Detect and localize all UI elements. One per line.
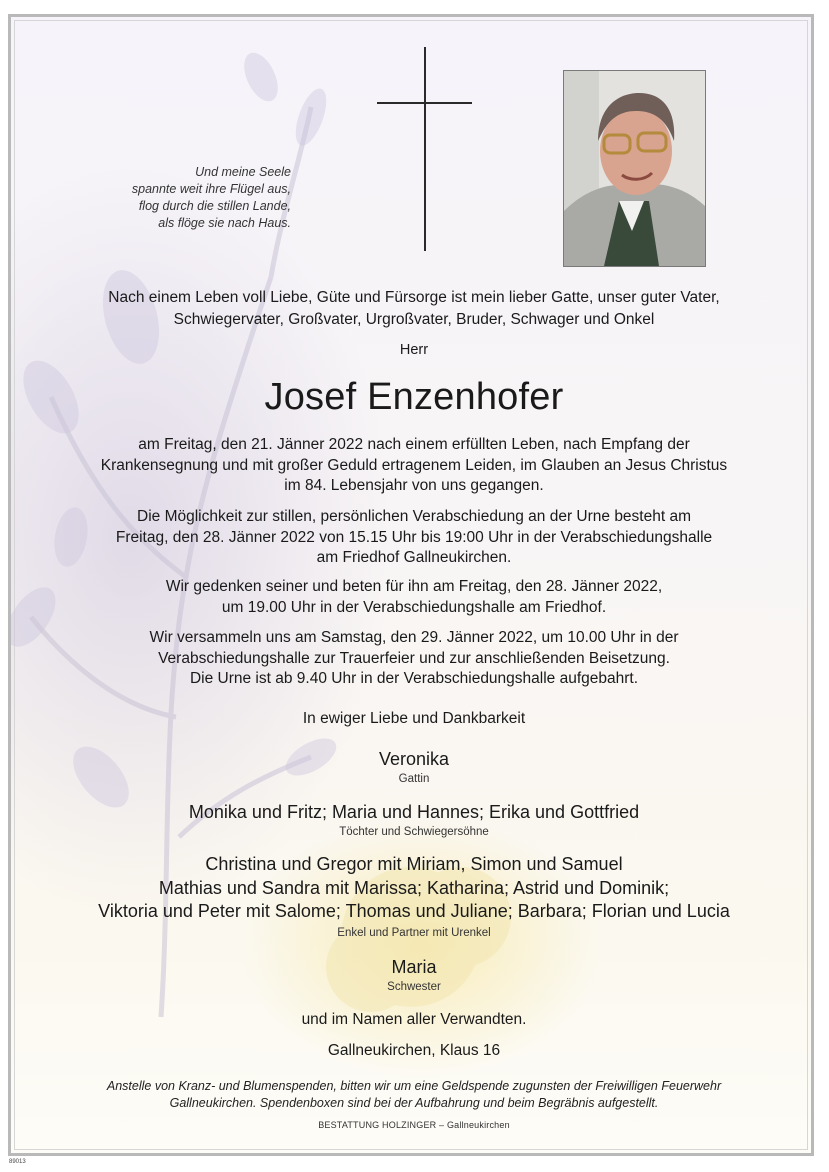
paragraph-line: Wir gedenken seiner und beten für ihn am Freitag, den 28. Jänner 2022, bbox=[165, 578, 663, 595]
parte-card bbox=[8, 14, 814, 1156]
relative-names-line: Christina und Gregor mit Miriam, Simon und Samuel bbox=[205, 854, 623, 874]
poem-line: als flöge sie nach Haus. bbox=[158, 216, 291, 230]
paragraph-line: am Freitag, den 21. Jänner 2022 nach einem erfüllten Leben, nach Empfang der bbox=[138, 436, 690, 453]
intro-line: Schwiegervater, Großvater, Urgroßvater, Bruder, Schwager und Onkel bbox=[173, 311, 655, 328]
paragraph-funeral bbox=[11, 628, 814, 690]
paragraph-line: Verabschiedungshalle zur Trauerfeier und zur anschließenden Beisetzung. bbox=[158, 649, 670, 667]
paragraph-line: um 19.00 Uhr in der Verabschiedungshalle am Friedhof. bbox=[221, 598, 607, 616]
intro-line: Nach einem Leben voll Liebe, Güte und Fürsorge ist mein lieber Gatte, unser guter Vater, bbox=[108, 289, 720, 306]
salutation: Herr bbox=[399, 342, 429, 358]
donation-line: Anstelle von Kranz- und Blumenspenden, bitten wir um eine Geldspende zugunsten der Freiwilligen Feuerwehr bbox=[106, 1079, 722, 1093]
paragraph-line: Wir versammeln uns am Samstag, den 29. Jänner 2022, um 10.00 Uhr in der bbox=[149, 629, 679, 646]
relative-names-line: Mathias und Sandra mit Marissa; Katharina; Astrid und Dominik; bbox=[158, 877, 670, 898]
poem-line: spannte weit ihre Flügel aus, bbox=[131, 182, 291, 196]
relative-role: Schwester bbox=[387, 981, 441, 993]
paragraph-line: Die Möglichkeit zur stillen, persönlichen Verabschiedung an der Urne besteht am bbox=[137, 508, 691, 525]
relative-role: Gattin bbox=[398, 773, 430, 785]
cross-icon bbox=[424, 47, 426, 251]
relative-names: Veronika bbox=[378, 749, 450, 769]
funeral-home: BESTATTUNG HOLZINGER – Gallneukirchen bbox=[318, 1120, 510, 1130]
paragraph-death bbox=[11, 435, 814, 497]
paragraph-line: am Friedhof Gallneukirchen. bbox=[316, 549, 512, 566]
paragraph-line: Freitag, den 28. Jänner 2022 von 15.15 Uhr bis 19:00 Uhr in der Verabschiedungshalle bbox=[115, 528, 713, 546]
relative-role: Enkel und Partner mit Urenkel bbox=[337, 927, 491, 939]
portrait-image bbox=[564, 71, 705, 266]
paragraph-line: Die Urne ist ab 9.40 Uhr in der Verabschiedungshalle aufgebahrt. bbox=[189, 670, 639, 687]
poem-line: flog durch die stillen Lande, bbox=[138, 199, 291, 213]
relative-role: Töchter und Schwiegersöhne bbox=[339, 826, 489, 838]
relative-names: Maria bbox=[391, 957, 437, 977]
intro-text bbox=[11, 287, 814, 331]
poem bbox=[121, 164, 291, 232]
cross-icon-bar bbox=[377, 102, 472, 104]
donation-line: Gallneukirchen. Spendenboxen sind bei der Aufbahrung und beim Begräbnis aufgestellt. bbox=[169, 1096, 659, 1110]
poem-line: Und meine Seele bbox=[195, 165, 291, 179]
relative-names-line: Viktoria und Peter mit Salome; Thomas und Juliane; Barbara; Florian und Lucia bbox=[98, 901, 730, 921]
paragraph-prayer bbox=[11, 577, 814, 618]
portrait-photo bbox=[563, 70, 706, 267]
donation-note bbox=[11, 1078, 814, 1112]
paragraph-farewell bbox=[11, 507, 814, 569]
address: Gallneukirchen, Klaus 16 bbox=[327, 1042, 501, 1059]
paragraph-line: im 84. Lebensjahr von uns gegangen. bbox=[284, 477, 544, 494]
relative-names-grandchildren bbox=[11, 853, 814, 924]
print-code: 89013 bbox=[9, 1159, 26, 1165]
relative-names: Monika und Fritz; Maria und Hannes; Erika und Gottfried bbox=[188, 802, 640, 822]
thanks-line: In ewiger Liebe und Dankbarkeit bbox=[302, 710, 526, 727]
paragraph-line: Krankensegnung und mit großer Geduld ertragenem Leiden, im Glauben an Jesus Christus bbox=[100, 456, 728, 474]
deceased-name: Josef Enzenhofer bbox=[264, 376, 564, 418]
rest-of-family: und im Namen aller Verwandten. bbox=[301, 1011, 527, 1028]
